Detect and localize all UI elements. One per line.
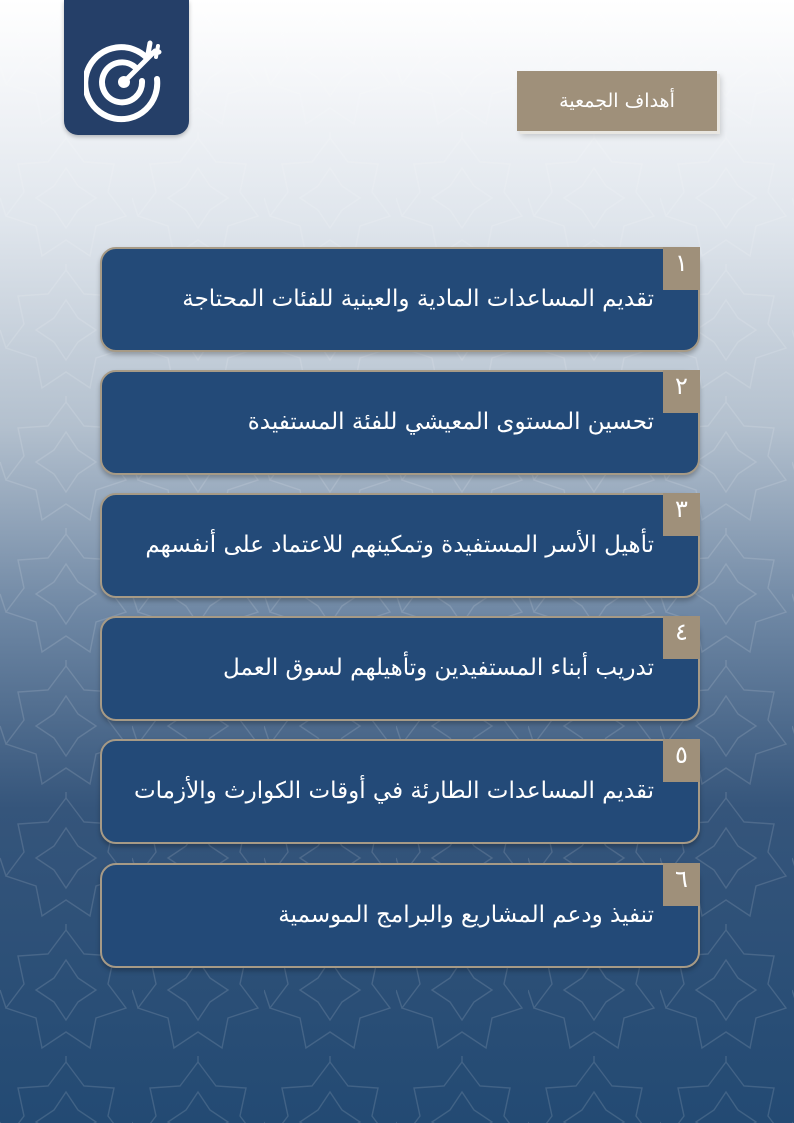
goal-number-badge: ٣ <box>663 493 700 536</box>
goal-number-badge: ١ <box>663 247 700 290</box>
target-arrow-icon <box>84 37 170 123</box>
goal-item <box>100 493 700 598</box>
page-title <box>517 71 717 131</box>
goal-item <box>100 863 700 968</box>
goal-text: تدريب أبناء المستفيدين وتأهيلهم لسوق العمل <box>223 654 654 681</box>
page-title-text: أهداف الجمعية <box>559 90 675 112</box>
goal-item <box>100 739 700 844</box>
goal-text: تأهيل الأسر المستفيدة وتمكينهم للاعتماد على أنفسهم <box>145 531 654 558</box>
goal-number-badge: ٥ <box>663 739 700 782</box>
goal-number-badge: ٢ <box>663 370 700 413</box>
logo-tab <box>64 0 189 135</box>
goal-item <box>100 370 700 475</box>
goal-text: تقديم المساعدات المادية والعينية للفئات المحتاجة <box>182 285 654 312</box>
goal-item <box>100 247 700 352</box>
goal-text: تنفيذ ودعم المشاريع والبرامج الموسمية <box>278 901 654 928</box>
goal-text: تحسين المستوى المعيشي للفئة المستفيدة <box>247 408 654 435</box>
goal-item <box>100 616 700 721</box>
goal-number-badge: ٤ <box>663 616 700 659</box>
goal-text: تقديم المساعدات الطارئة في أوقات الكوارث والأزمات <box>133 777 654 804</box>
goal-number-badge: ٦ <box>663 863 700 906</box>
